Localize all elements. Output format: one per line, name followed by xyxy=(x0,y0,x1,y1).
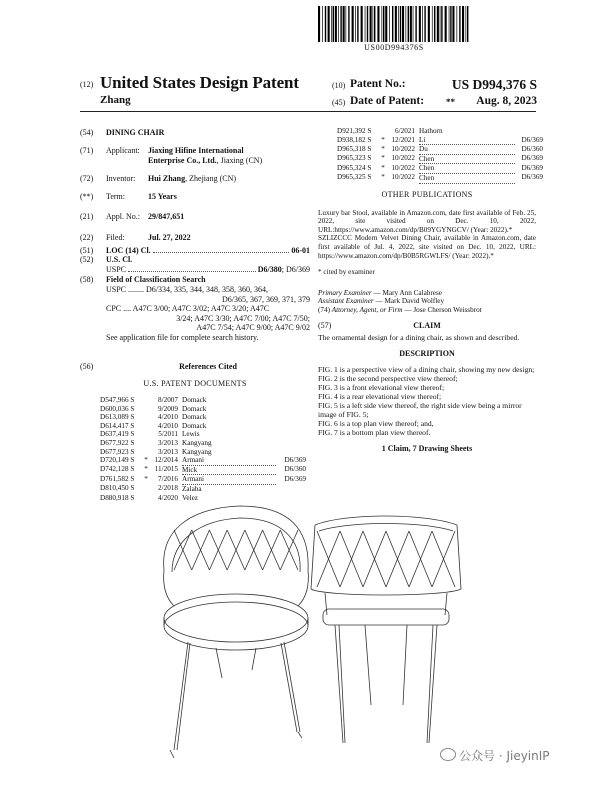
attorney-label: Attorney, Agent, or Firm xyxy=(331,305,403,314)
attorney-name: — Jose Cherson Weissbrot xyxy=(402,305,482,314)
references-section xyxy=(80,362,310,388)
applicant-name-2: Enterprise Co., Ltd. xyxy=(148,155,217,165)
reference-row: D810,450 S 2/2018 Zalaba xyxy=(100,484,202,493)
reference-row: D965,323 S * 10/2022 Chen D6/369 xyxy=(337,154,543,163)
field-line: USPC ........ D6/334, 335, 344, 348, 358, 360, 364, xyxy=(106,284,269,294)
barcode-bar xyxy=(331,6,332,42)
patent-number: US D994,376 S xyxy=(451,77,537,92)
us-patent-docs-title: U.S. PATENT DOCUMENTS xyxy=(143,378,247,388)
appl-label: Appl. No.: xyxy=(106,212,140,222)
barcode-bar xyxy=(374,6,375,42)
reference-row: D965,325 S * 10/2022 Chen D6/369 xyxy=(337,173,543,182)
reference-row: D677,923 S 3/2013 Kangyang xyxy=(100,447,212,456)
reference-row: D547,966 S 8/2007 Domack xyxy=(100,396,207,404)
barcode-bar xyxy=(441,6,442,42)
attorney xyxy=(318,306,536,315)
filed-label: Filed: xyxy=(106,232,125,242)
inventor-row xyxy=(80,174,310,184)
code-57: (57) xyxy=(318,320,332,330)
date-of-patent-label: Date of Patent: xyxy=(350,95,425,107)
primary-examiner-name: — Mary Ann Calabrese xyxy=(371,288,442,297)
references-table-left xyxy=(100,396,306,502)
barcode-bar xyxy=(410,6,412,42)
barcode-bar xyxy=(400,6,401,42)
code-51: (51) xyxy=(80,245,94,255)
claim-title-row xyxy=(318,322,536,331)
appl-number: 29/847,651 xyxy=(148,212,185,222)
title-row xyxy=(80,128,310,142)
barcode-bar xyxy=(466,6,467,42)
barcode-bar xyxy=(432,6,433,42)
description-title: DESCRIPTION xyxy=(399,349,455,359)
barcode-bar xyxy=(392,6,393,42)
right-column xyxy=(318,191,536,453)
barcode-bar xyxy=(373,6,374,42)
other-publications-title: OTHER PUBLICATIONS xyxy=(381,190,473,199)
loc-row xyxy=(80,246,310,256)
barcode-bar xyxy=(346,6,347,42)
patent-date: Aug. 8, 2023 xyxy=(476,95,537,107)
field-line: A47C 7/54; A47C 9/00; A47C 9/02 xyxy=(196,323,310,333)
term-label: Term: xyxy=(106,191,125,201)
inventor-name: Hui Zhang xyxy=(148,174,186,184)
uscl-label: U.S. Cl. xyxy=(106,255,133,265)
description-item: FIG. 3 is a front elevational view thereof; xyxy=(318,382,445,392)
loc-label: LOC (14) Cl. xyxy=(106,245,151,255)
barcode-bar xyxy=(440,6,441,42)
code-45: (45) xyxy=(332,98,346,107)
barcode-bar xyxy=(328,6,330,42)
filed-date: Jul. 27, 2022 xyxy=(148,232,191,242)
field-line: 3/24; A47C 3/30; A47C 7/00; A47C 7/50; xyxy=(176,313,310,323)
reference-row: D613,089 S 4/2010 Domack xyxy=(100,413,207,422)
inventor-label: Inventor: xyxy=(106,174,136,184)
references-table-right xyxy=(337,127,543,184)
barcode-bar xyxy=(357,6,358,42)
other-pub-1: Luxury bar Stool, available in Amazon.com, date first available of Feb. 25, 2022, site visited on Dec. 10, 2022, URL:https://www.amazon.com/dp/B09YGYNGCV/ (Year: 2022).* xyxy=(318,208,536,234)
other-pub-2: SZLIZCCC Modern Velvet Dining Chair, available in Amazon.com, date first available of Jul. 4, 2022, site visited on Dec. 10, 2022, URL: https://www.amazon.com/dp/B0B5RGWLFS/ (Year: 2022).* xyxy=(318,234,536,260)
chair-front-drawing xyxy=(305,505,470,765)
code-74: (74) xyxy=(318,305,330,314)
reference-row: D761,582 S * 7/2016 Armani D6/369 xyxy=(100,474,306,484)
description-item: FIG. 5 is a left side view thereof, the right side view being a mirror image of FIG. 5; xyxy=(318,400,522,419)
references-title-row xyxy=(80,362,310,372)
loc-value: 06-01 xyxy=(291,245,310,255)
barcode-bar xyxy=(382,6,383,42)
watermark xyxy=(440,747,550,764)
primary-examiner xyxy=(318,289,536,298)
barcode-bar xyxy=(406,6,407,42)
barcode-bar xyxy=(377,6,379,42)
filed-row xyxy=(80,233,310,243)
description-list xyxy=(318,365,536,437)
barcode-bar xyxy=(322,6,323,42)
barcode-bar xyxy=(424,6,425,42)
barcode-bar xyxy=(462,6,464,42)
inventor-surname: Zhang xyxy=(100,94,131,106)
barcode-bar xyxy=(449,6,450,42)
reference-row: D921,392 S 6/2021 Hathorn xyxy=(337,127,443,135)
reference-row: D880,918 S 4/2020 Velez xyxy=(100,493,198,502)
patent-title: DINING CHAIR xyxy=(106,128,165,137)
barcode-bar xyxy=(352,6,354,42)
uspc-value: D6/380 xyxy=(257,264,282,274)
barcode-bar xyxy=(419,6,421,42)
barcode-bar xyxy=(383,6,384,42)
assistant-examiner-label: Assistant Examiner xyxy=(318,297,374,306)
document-type: United States Design Patent xyxy=(100,73,299,92)
barcode-bar xyxy=(340,6,341,42)
barcode-bar xyxy=(367,6,368,42)
barcode-number: US00D994376S xyxy=(364,43,424,52)
field-line: CPC .... A47C 3/00; A47C 3/02; A47C 3/20; A47C xyxy=(106,304,270,314)
field-row xyxy=(80,275,310,285)
barcode-bar xyxy=(389,6,390,42)
references-title: References Cited xyxy=(179,362,237,371)
primary-examiner-label: Primary Examiner xyxy=(318,288,372,297)
biblio-section xyxy=(80,128,310,343)
reference-row: D742,128 S * 11/2015 Mick D6/360 xyxy=(100,465,306,474)
description-item: FIG. 2 is the second perspective view thereof; xyxy=(318,373,458,383)
code-21: (21) xyxy=(80,212,94,222)
reference-row: D720,149 S * 12/2014 Armani D6/369 xyxy=(100,456,306,465)
code-58: (58) xyxy=(80,275,94,285)
applicant-name: Jiaxing Hifine International xyxy=(148,146,244,155)
barcode-bar xyxy=(445,6,447,42)
field-line: See application file for complete search history. xyxy=(106,332,259,342)
code-52: (52) xyxy=(80,255,94,265)
applicant-label: Applicant: xyxy=(106,146,140,155)
claim-title: CLAIM xyxy=(413,320,441,330)
description-item: FIG. 1 is a perspective view of a dining chair, showing my new design; xyxy=(318,364,535,374)
barcode-bar xyxy=(408,6,409,42)
barcode-bar xyxy=(348,6,349,42)
barcode-bar xyxy=(335,6,337,42)
assistant-examiner-name: — Mark David Wolfley xyxy=(373,297,445,306)
barcode-bar xyxy=(395,6,397,42)
barcode-bar xyxy=(385,6,387,42)
uspc-tail: ; D6/369 xyxy=(281,264,310,274)
field-lines xyxy=(106,285,310,343)
code-12: (12) xyxy=(80,80,94,89)
header-rule xyxy=(80,111,536,112)
barcode-bar xyxy=(343,6,345,42)
applicant-row xyxy=(80,146,310,165)
claim-text: The ornamental design for a dining chair, as shown and described. xyxy=(318,333,520,343)
barcode-bar xyxy=(467,6,468,42)
uscl-row xyxy=(80,255,310,265)
code-10: (10) xyxy=(332,81,346,90)
barcode-image xyxy=(318,6,470,42)
barcode-bar xyxy=(459,6,460,42)
barcode-bar xyxy=(333,6,334,42)
field-line: D6/365, 367, 369, 371, 379 xyxy=(222,294,310,304)
barcode-bar xyxy=(413,6,414,42)
description-item: FIG. 7 is a bottom plan view thereof. xyxy=(318,427,431,437)
code-54: (54) xyxy=(80,128,94,137)
term-row xyxy=(80,192,310,202)
barcode-bar xyxy=(452,6,454,42)
date-star: ** xyxy=(446,97,455,107)
barcode-bar xyxy=(325,6,326,42)
barcode-bar xyxy=(428,6,430,42)
barcode-bar xyxy=(365,6,366,42)
description-item: FIG. 6 is a top plan view thereof; and, xyxy=(318,418,434,428)
barcode-bar xyxy=(355,6,356,42)
reference-row: D938,182 S * 12/2021 Li D6/369 xyxy=(337,135,543,144)
code-72: (72) xyxy=(80,174,94,184)
reference-row: D600,036 S 9/2009 Domack xyxy=(100,404,207,413)
barcode-bar xyxy=(437,6,439,42)
barcode-bar xyxy=(450,6,451,42)
assistant-examiner xyxy=(318,297,536,306)
barcode-bar xyxy=(422,6,423,42)
applicant-location: , Jiaxing (CN) xyxy=(216,155,263,165)
barcode-bar xyxy=(318,6,320,42)
reference-row: D965,324 S * 10/2022 Chen D6/369 xyxy=(337,163,543,173)
barcode-bar xyxy=(338,6,339,42)
reference-row: D677,922 S 3/2013 Kangyang xyxy=(100,438,212,447)
uspc-label: USPC xyxy=(106,264,127,274)
reference-row: D637,419 S 5/2011 Lewis xyxy=(100,430,200,439)
code-term: (**) xyxy=(80,191,94,201)
inventor-location: , Zhejiang (CN) xyxy=(185,174,237,184)
claims-sheets-count: 1 Claim, 7 Drawing Sheets xyxy=(381,443,473,453)
reference-row: D965,318 S * 10/2022 Du D6/360 xyxy=(337,144,543,154)
code-22: (22) xyxy=(80,232,94,242)
uspc-row xyxy=(80,265,310,275)
wechat-icon xyxy=(440,748,456,761)
barcode-bar xyxy=(370,6,372,42)
reference-row: D614,417 S 4/2010 Domack xyxy=(100,421,207,430)
appl-row xyxy=(80,212,310,222)
cited-by-examiner: * cited by examiner xyxy=(318,268,375,277)
description-item: FIG. 4 is a rear elevational view thereof; xyxy=(318,391,442,401)
chair-perspective-drawing xyxy=(150,500,325,765)
code-56: (56) xyxy=(80,362,94,371)
term-value: 15 Years xyxy=(148,191,177,201)
watermark-text: 公众号 · JieyinIP xyxy=(459,749,550,763)
barcode-bar xyxy=(361,6,363,42)
barcode-bar xyxy=(457,6,458,42)
barcode-bar xyxy=(434,6,435,42)
code-71: (71) xyxy=(80,146,94,155)
barcode-bar xyxy=(398,6,399,42)
patent-no-label: Patent No.: xyxy=(350,78,406,90)
barcode-bar xyxy=(402,6,404,42)
field-label: Field of Classification Search xyxy=(106,275,206,285)
barcode-bar xyxy=(415,6,416,42)
